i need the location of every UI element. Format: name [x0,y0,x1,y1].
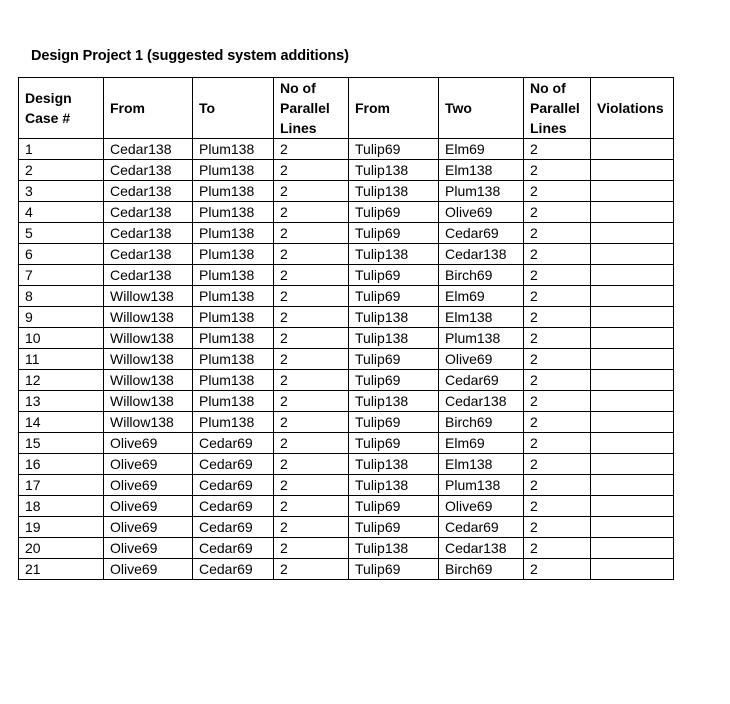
cell-to: Plum138 [193,181,274,202]
cell-violations [591,412,674,433]
cell-parallel-lines: 2 [274,139,349,160]
table-row [19,412,674,433]
cell-from: Willow138 [104,349,193,370]
table-row [19,181,674,202]
cell-from: Cedar138 [104,223,193,244]
cell-design-case: 2 [19,160,104,181]
cell-parallel-lines-second: 2 [524,286,591,307]
cell-from: Cedar138 [104,139,193,160]
cell-parallel-lines-second: 2 [524,139,591,160]
cell-parallel-lines: 2 [274,412,349,433]
cell-violations [591,370,674,391]
cell-design-case: 8 [19,286,104,307]
cell-parallel-lines: 2 [274,181,349,202]
header-two: Two [439,78,524,139]
design-cases-table [18,77,674,580]
cell-from-second: Tulip69 [349,433,439,454]
cell-violations [591,559,674,580]
header-parallel-lines [274,78,349,139]
cell-design-case: 5 [19,223,104,244]
cell-violations [591,160,674,181]
cell-to: Plum138 [193,370,274,391]
cell-parallel-lines: 2 [274,454,349,475]
cell-violations [591,475,674,496]
cell-two: Elm69 [439,433,524,454]
table-row [19,391,674,412]
cell-design-case: 11 [19,349,104,370]
cell-design-case: 3 [19,181,104,202]
cell-from-second: Tulip138 [349,538,439,559]
cell-from-second: Tulip138 [349,244,439,265]
table-row [19,286,674,307]
cell-parallel-lines: 2 [274,433,349,454]
cell-to: Cedar69 [193,475,274,496]
cell-two: Elm69 [439,286,524,307]
cell-parallel-lines-second: 2 [524,538,591,559]
cell-violations [591,307,674,328]
cell-to: Cedar69 [193,538,274,559]
cell-parallel-lines: 2 [274,307,349,328]
cell-to: Plum138 [193,202,274,223]
cell-parallel-lines-second: 2 [524,307,591,328]
cell-from: Willow138 [104,391,193,412]
cell-parallel-lines: 2 [274,370,349,391]
cell-parallel-lines: 2 [274,349,349,370]
table-row [19,160,674,181]
cell-two: Cedar69 [439,223,524,244]
cell-to: Plum138 [193,328,274,349]
cell-parallel-lines-second: 2 [524,160,591,181]
cell-to: Plum138 [193,349,274,370]
cell-two: Olive69 [439,496,524,517]
cell-two: Birch69 [439,412,524,433]
cell-from: Olive69 [104,517,193,538]
header-parallel-line2: Parallel [280,100,330,116]
cell-violations [591,139,674,160]
cell-parallel-lines: 2 [274,538,349,559]
cell-violations [591,202,674,223]
cell-from-second: Tulip69 [349,265,439,286]
table-row [19,202,674,223]
cell-parallel-lines: 2 [274,475,349,496]
cell-to: Cedar69 [193,559,274,580]
cell-parallel-lines-second: 2 [524,328,591,349]
cell-violations [591,454,674,475]
cell-parallel-lines-second: 2 [524,265,591,286]
cell-from: Cedar138 [104,265,193,286]
cell-design-case: 16 [19,454,104,475]
cell-design-case: 17 [19,475,104,496]
table-row [19,517,674,538]
cell-parallel-lines: 2 [274,223,349,244]
cell-two: Plum138 [439,475,524,496]
cell-from-second: Tulip138 [349,391,439,412]
cell-design-case: 9 [19,307,104,328]
cell-design-case: 15 [19,433,104,454]
cell-parallel-lines-second: 2 [524,433,591,454]
cell-parallel-lines-second: 2 [524,181,591,202]
cell-to: Cedar69 [193,496,274,517]
cell-two: Birch69 [439,559,524,580]
cell-violations [591,538,674,559]
cell-from: Willow138 [104,328,193,349]
cell-from-second: Tulip69 [349,412,439,433]
cell-from-second: Tulip69 [349,286,439,307]
cell-design-case: 7 [19,265,104,286]
table-row [19,139,674,160]
cell-from: Willow138 [104,286,193,307]
table-row [19,307,674,328]
header-parallel2-line1: No of [530,80,566,96]
cell-design-case: 1 [19,139,104,160]
cell-two: Elm138 [439,307,524,328]
cell-two: Elm69 [439,139,524,160]
cell-design-case: 18 [19,496,104,517]
cell-from: Cedar138 [104,202,193,223]
cell-parallel-lines: 2 [274,559,349,580]
table-row [19,244,674,265]
cell-from-second: Tulip138 [349,454,439,475]
cell-from-second: Tulip138 [349,160,439,181]
document-title: Design Project 1 (suggested system additions) [31,48,349,64]
table-row [19,475,674,496]
cell-parallel-lines: 2 [274,496,349,517]
header-parallel-lines-second [524,78,591,139]
cell-design-case: 21 [19,559,104,580]
cell-to: Plum138 [193,412,274,433]
cell-to: Cedar69 [193,454,274,475]
cell-from: Cedar138 [104,160,193,181]
cell-from-second: Tulip69 [349,517,439,538]
cell-from-second: Tulip138 [349,328,439,349]
cell-violations [591,181,674,202]
header-parallel2-line2: Parallel [530,100,580,116]
cell-two: Plum138 [439,181,524,202]
cell-parallel-lines-second: 2 [524,202,591,223]
table-row [19,433,674,454]
cell-parallel-lines: 2 [274,328,349,349]
table-row [19,328,674,349]
cell-from-second: Tulip69 [349,349,439,370]
cell-from-second: Tulip69 [349,370,439,391]
table-row [19,538,674,559]
cell-two: Olive69 [439,349,524,370]
cell-design-case: 14 [19,412,104,433]
header-design-case-line2: Case # [25,110,71,126]
cell-two: Olive69 [439,202,524,223]
cell-from-second: Tulip138 [349,307,439,328]
cell-parallel-lines: 2 [274,391,349,412]
cell-parallel-lines-second: 2 [524,559,591,580]
header-parallel-line3: Lines [280,120,317,136]
cell-parallel-lines-second: 2 [524,412,591,433]
cell-to: Cedar69 [193,517,274,538]
cell-parallel-lines-second: 2 [524,391,591,412]
cell-to: Plum138 [193,286,274,307]
header-to: To [193,78,274,139]
cell-from: Olive69 [104,454,193,475]
cell-two: Birch69 [439,265,524,286]
cell-parallel-lines: 2 [274,244,349,265]
cell-parallel-lines: 2 [274,160,349,181]
cell-from: Willow138 [104,370,193,391]
header-parallel-line1: No of [280,80,316,96]
cell-violations [591,433,674,454]
cell-from: Olive69 [104,433,193,454]
cell-parallel-lines-second: 2 [524,454,591,475]
cell-two: Cedar138 [439,391,524,412]
cell-violations [591,286,674,307]
cell-two: Cedar138 [439,244,524,265]
cell-two: Elm138 [439,160,524,181]
cell-violations [591,244,674,265]
cell-from: Olive69 [104,559,193,580]
cell-from: Olive69 [104,475,193,496]
cell-from-second: Tulip69 [349,223,439,244]
cell-from: Willow138 [104,307,193,328]
cell-from-second: Tulip69 [349,202,439,223]
cell-parallel-lines: 2 [274,517,349,538]
cell-from: Cedar138 [104,244,193,265]
cell-parallel-lines-second: 2 [524,349,591,370]
header-from-second: From [349,78,439,139]
cell-two: Cedar138 [439,538,524,559]
cell-violations [591,391,674,412]
header-from: From [104,78,193,139]
cell-parallel-lines-second: 2 [524,475,591,496]
cell-from: Olive69 [104,538,193,559]
cell-parallel-lines-second: 2 [524,517,591,538]
table-row [19,454,674,475]
header-design-case [19,78,104,139]
cell-violations [591,223,674,244]
cell-from-second: Tulip69 [349,496,439,517]
cell-to: Plum138 [193,223,274,244]
cell-to: Plum138 [193,244,274,265]
cell-two: Plum138 [439,328,524,349]
cell-parallel-lines: 2 [274,286,349,307]
cell-design-case: 4 [19,202,104,223]
cell-parallel-lines-second: 2 [524,223,591,244]
cell-to: Plum138 [193,307,274,328]
cell-parallel-lines: 2 [274,202,349,223]
cell-design-case: 20 [19,538,104,559]
table-row [19,223,674,244]
table-row [19,370,674,391]
header-violations: Violations [591,78,674,139]
cell-design-case: 12 [19,370,104,391]
cell-parallel-lines-second: 2 [524,496,591,517]
cell-from-second: Tulip69 [349,559,439,580]
cell-from-second: Tulip69 [349,139,439,160]
cell-two: Cedar69 [439,517,524,538]
table-body [19,139,674,580]
header-design-case-line1: Design [25,90,72,106]
cell-from: Willow138 [104,412,193,433]
cell-from: Cedar138 [104,181,193,202]
cell-violations [591,517,674,538]
cell-from-second: Tulip138 [349,181,439,202]
table-row [19,349,674,370]
cell-from-second: Tulip138 [349,475,439,496]
table-row [19,496,674,517]
cell-to: Plum138 [193,265,274,286]
cell-design-case: 13 [19,391,104,412]
cell-to: Plum138 [193,139,274,160]
cell-two: Cedar69 [439,370,524,391]
cell-parallel-lines-second: 2 [524,370,591,391]
header-row [19,78,674,139]
table-row [19,559,674,580]
cell-violations [591,349,674,370]
cell-two: Elm138 [439,454,524,475]
cell-to: Plum138 [193,391,274,412]
cell-parallel-lines: 2 [274,265,349,286]
cell-design-case: 6 [19,244,104,265]
cell-design-case: 19 [19,517,104,538]
table-row [19,265,674,286]
cell-to: Plum138 [193,160,274,181]
cell-parallel-lines-second: 2 [524,244,591,265]
cell-to: Cedar69 [193,433,274,454]
cell-design-case: 10 [19,328,104,349]
cell-from: Olive69 [104,496,193,517]
cell-violations [591,496,674,517]
header-parallel2-line3: Lines [530,120,567,136]
cell-violations [591,265,674,286]
cell-violations [591,328,674,349]
